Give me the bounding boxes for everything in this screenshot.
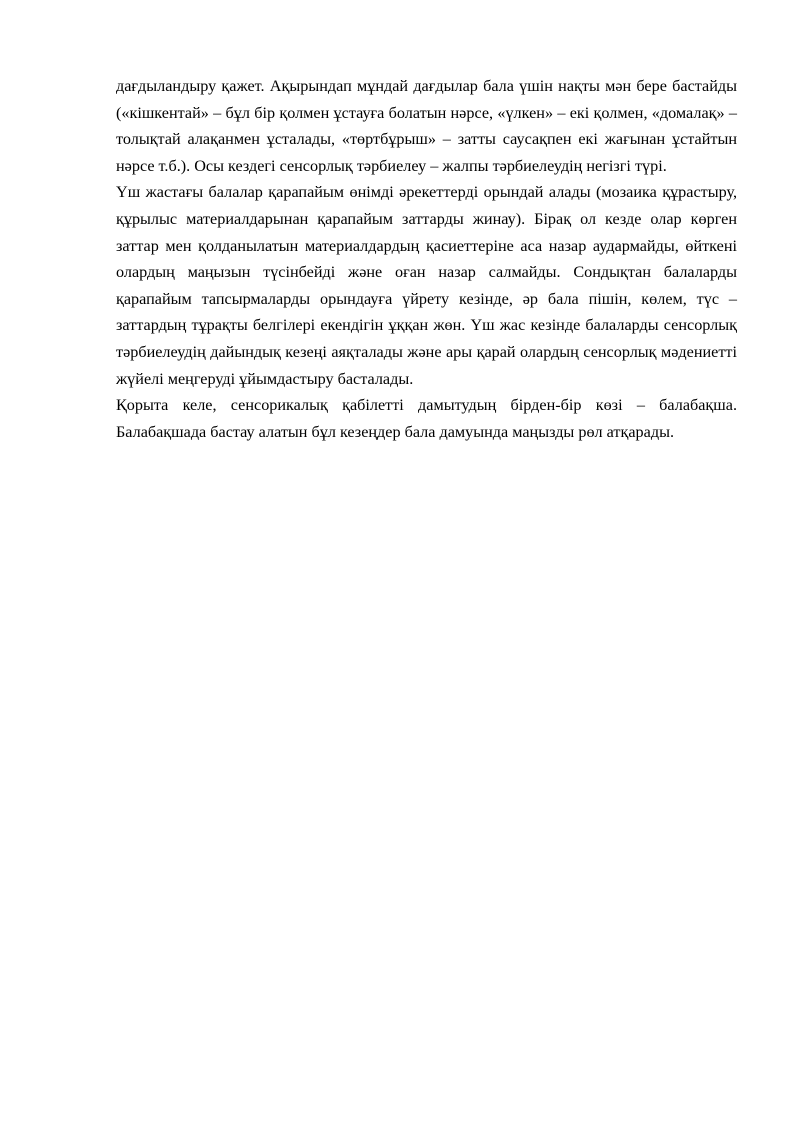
paragraph-conclusion: Қорыта келе, сенсорикалық қабілетті дамытудың бірден-бір көзі – балабақша. Балабақшада бастау алатын бұл кезеңдер бала дамуында маңызды рөл атқарады.	[116, 396, 737, 441]
paragraph-sensory-skills: дағдыландыру қажет. Ақырындап мұндай дағдылар бала үшін нақты мән бере бастайды («кішкентай» – бұл бір қолмен ұстауға болатын нәрсе, «үлкен» – екі қолмен, «домалақ» – толықтай алақанмен ұсталады, «төртбұрыш» – затты саусақпен екі жағынан ұстайтын нәрсе т.б.). Осы кездегі сенсорлық тәрбиелеу – жалпы тәрбиелеудің негізгі түрі.	[116, 77, 737, 175]
body-text	[116, 73, 737, 445]
paragraph-three-year-olds: Үш жастағы балалар қарапайым өнімді әрекеттерді орындай алады (мозаика құрастыру, құрылыс материалдарынан қарапайым заттарды жинау). Бірақ ол кезде олар көрген заттар мен қолданылатын материалдардың қасиеттеріне аса назар аудармайды, өйткені олардың маңызын түсінбейді және оған назар салмайды. Сондықтан балаларды қарапайым тапсырмаларды орындауға үйрету кезінде, әр бала пішін, көлем, түс – заттардың тұрақты белгілері екендігін ұққан жөн. Үш жас кезінде балаларды сенсорлық тәрбиелеудің дайындық кезеңі аяқталады және ары қарай олардың сенсорлық мәдениетті жүйелі меңгеруді ұйымдастыру басталады.	[116, 183, 737, 388]
